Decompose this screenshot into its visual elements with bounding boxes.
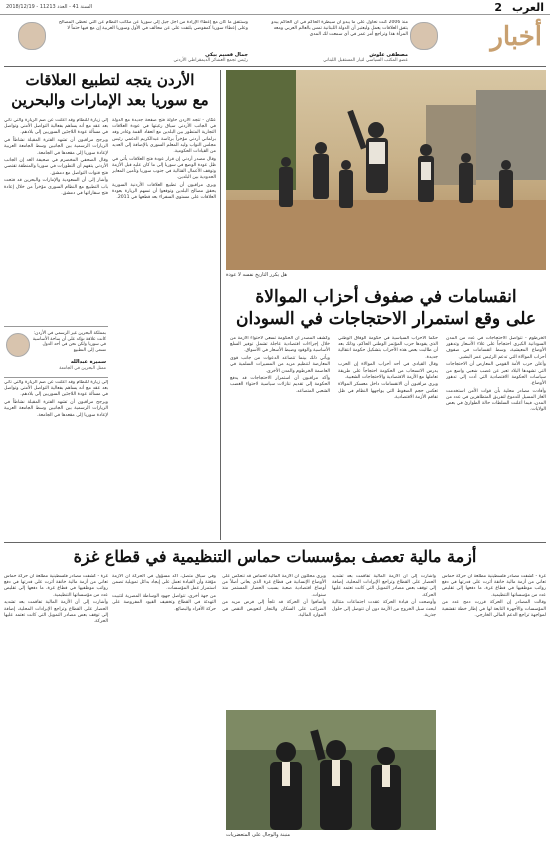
hamas-column-3: [222, 574, 326, 706]
jordan-column-3: [4, 380, 108, 538]
hamas-col5-p2: وأشارت إلى أن الأزمة المالية تفاقمت بعد تشديد الحصار على القطاع وتراجع الإيرادات المحلية، إضافة إلى توقف بعض مصادر التمويل التي كانت تعتمد عليها الحركة.: [4, 600, 108, 624]
sudan-photo-caption: هل يكرر التاريخ نفسه لا عودة: [226, 272, 288, 278]
quote-left-name: جمال قسيم بيكي: [205, 52, 248, 58]
sudan-col1-p1: الخرطوم - تتواصل الاحتجاجات في عدد من المدن السودانية الكبرى احتجاجاً على غلاء الأسعار وتدهور الأوضاع المعيشية، وسط انقسامات في صفوف أحزاب الموالاة التي تدعم الرئيس عمر البشير.: [446, 336, 546, 360]
sudan-col1-p3: وأفادت مصادر محلية بأن قوات الأمن استخدمت الغاز المسيل للدموع لتفريق المتظاهرين في عدد من المدن، فيما أعلنت السلطات حالة الطوارئ في بعض الولايات.: [446, 388, 546, 413]
pullquote-avatar: [6, 333, 30, 357]
hamas-photo-art: [226, 710, 436, 830]
jordan-col3-p2: ويرجح مراقبون أن تشهد الفترة المقبلة نشاطاً في الزيارات الرسمية بين الجانبين وسط الجامعة العربية لإعادة سوريا إلى مقعدها في الجامعة.: [4, 400, 108, 418]
hamas-headline: أزمة مالية تعصف بمؤسسات حماس التنظيمية في قطاع غزة: [73, 547, 477, 566]
jordan-col3-p1: إلى زيارة للنظام وقد أعلنت عن ضم الزيارة والتي تأتي بعد عقد مع أنه يساهم بفعالية التواصل الأمني وتواصل في مسألة عودة اللاجئين السوريين إلى بلادهم.: [4, 380, 108, 398]
jordan-col2-p3: وقال الصحفي المخضرم في صحيفة الغد إن الجانب الأردني يتفهم أن التطورات في سوريا والمنطقة تقتضي فتح قنوات التواصل مع دمشق.: [4, 158, 108, 176]
jordan-pullquote-name: سميرة عبدالله: [70, 359, 106, 365]
quote-left: [48, 20, 248, 50]
quote-left-text: وستتفق ما كان مع إعطاء الإرادة من أجل جيل إلى سوريا عن مكاتب النظام عن التي تحظى المصالح وعلى إعطاء سوريا كمفوضي يلتفت على عن محالف في الأول وسوريا العربية إن مع فيها حتماً لا: [58, 20, 248, 31]
sudan-col1-p2: وأعلن حزب الأمة القومي المعارض أن الاحتجاجات التي تشهدها البلاد تعبر عن غضب شعبي واسع من سياسات الحكومة الاقتصادية التي أدت إلى تدهور الأوضاع.: [446, 362, 546, 386]
quote-author-avatar-right: [410, 22, 438, 50]
jordan-column-2: [4, 118, 108, 322]
hamas-col4-p2: من جهة أخرى، تتواصل جهود الوساطة المصرية لتثبيت التهدئة في القطاع وتخفيف القيود المفروضة على حركة الأفراد والبضائع.: [112, 594, 216, 612]
hamas-col1-p1: غزة - كشفت مصادر فلسطينية مطلعة أن حركة حماس تعاني من أزمة مالية خانقة أثرت على قدرتها في دفع رواتب موظفيها في قطاع غزة، ما دفعها إلى تقليص عدد من مؤسساتها التنظيمية.: [442, 574, 546, 598]
sudan-col3-p3: وأكد مراقبون أن استمرار الاحتجاجات قد يدفع الحكومة إلى تقديم تنازلات سياسية لاحتواء الغضب الشعبي المتصاعد.: [230, 376, 330, 394]
sudan-col2-p1: حكماً الأحزاب السياسية في حكومة الوفاق الوطني الذي يقودها حزب المؤتمر الوطني الحاكم، وذلك بعد أن طالبت بعض هذه الأحزاب بتشكيل حكومة انتقالية جديدة.: [338, 336, 438, 360]
sudan-col2-p2: وقال القيادي في أحد أحزاب الموالاة إن الحزب يدرس الانسحاب من الحكومة احتجاجاً على طريقة تعاملها مع الأزمة الاقتصادية والاحتجاجات الشعبية.: [338, 362, 438, 380]
page-number: 2: [494, 1, 502, 14]
sudan-headline: [226, 286, 546, 330]
column-divider: [220, 70, 221, 540]
jordan-col1-p1: عمّان - تتجه الأردن حاولة فتح صفحة جديدة مع الدولة في الجانب الأردني سياق رغبتها في عودة العلاقات التجارية المتطور بين البلدين مع انعقاد القمة وغادر وفد برلماني أردني مؤخراً برئاسة عبدالكريم الدغمي رئيس مجلس النواب وليد المعلم السوري بالإضافة إلى العديد من القيادات الحكومية.: [112, 118, 216, 155]
jordan-col2-p4: وأشار إلى أن السعودية والإمارات والبحرين قد فتحت باب التطبيع مع النظام السوري مؤخراً من خلال إعادة فتح سفاراتها في دمشق.: [4, 178, 108, 196]
issue-line: السنة 41 - العدد 11213 - 2018/12/19: [6, 4, 92, 10]
quote-left-role: رئيس تجمع العشائر الديمقراطي الأردني: [173, 58, 248, 63]
sudan-photo-art: [226, 70, 546, 270]
jordan-pullquote: [4, 326, 108, 378]
sudan-col2-p3: ويرى مراقبون أن الانقسامات داخل معسكر الموالاة تعكس حجم الضغوط التي يواجهها النظام في ظل تفاقم الأزمة الاقتصادية.: [338, 382, 438, 400]
sudan-col3-p1: وكشف المصدر أن الحكومة تسعى لاحتواء الأزمة من خلال إجراءات اقتصادية عاجلة تشمل توفير السلع الأساسية والوقود وضبط الأسعار في الأسواق.: [230, 336, 330, 354]
jordan-col1-p2: وقال مصدر أردني إن قرار عودة فتح العلاقات يأتي في ظل عودة الوضع في سوريا إلى ما كان عليه قبل الأزمة وتوقف الأعمال القتالية في جنوب سوريا وتأمين المعابر الحدودية بين البلدين.: [112, 156, 216, 181]
jordan-headline-line1: الأردن يتجه لتطبيع العلاقات: [25, 71, 195, 89]
hamas-column-2: [332, 574, 436, 706]
jordan-headline: [4, 70, 216, 110]
brand-name: العرب: [511, 1, 544, 14]
sudan-headline-line1: انقسامات في صفوف أحزاب الموالاة: [255, 287, 517, 307]
hamas-column-1: [442, 574, 546, 838]
hamas-col2-p1: وأشارت إلى أن الأزمة المالية تفاقمت بعد تشديد الحصار على القطاع وتراجع الإيرادات المحلية، إضافة إلى توقف بعض مصادر التمويل التي كانت تعتمد عليها الحركة.: [332, 574, 436, 598]
jordan-column-1: [112, 118, 216, 538]
hamas-column-5: [4, 574, 108, 838]
jordan-col2-p1: إلى زيارة للنظام وقد أعلنت عن ضم الزيارة والتي تأتي بعد عقد مع أنه يساهم بفعالية التواصل الأمني وتواصل في مسألة عودة اللاجئين السوريين إلى بلادهم.: [4, 118, 108, 136]
section-title: أخبار: [490, 22, 542, 52]
top-bar: [0, 0, 550, 15]
hamas-col4-p1: وفي سياق متصل، أكد مسؤول في الحركة أن الأزمة مؤقتة وأن القيادة تعمل على إيجاد بدائل تمويلية تضمن استمرار عمل المؤسسات.: [112, 574, 216, 592]
sudan-column-3: [230, 336, 330, 532]
quote-right-role: عضو المكتب السياسي لتيار المستقبل اللبناني: [323, 58, 408, 63]
jordan-pullquote-text: بمملكة البحرين غير الرسمي في الأردن: كانت علاقة تؤكد على أن ساحة الأساسية في سوريا ولكن نحن في أحد الدول تسعى إلى التطبيع: [32, 331, 106, 353]
quote-right-text: منذ 2006 كنت نحاول على ما يبدو أن سيطرة الحاكم في أن الحاكم يبدو يتفق العلاقات يعمل وليعتبر أن الدولة اللبنانية تمس بالعالم العربي ومعه المرأة هذا وتراجع أمر عمر في أي سمعت لك المدى: [271, 20, 408, 37]
hamas-col5-p1: غزة - كشفت مصادر فلسطينية مطلعة أن حركة حماس تعاني من أزمة مالية خانقة أثرت على قدرتها في دفع رواتب موظفيها في قطاع غزة، ما دفعها إلى تقليص عدد من مؤسساتها التنظيمية.: [4, 574, 108, 598]
hamas-col3-p2: وأضافوا أن الحركة قد تلجأ إلى فرض مزيد من الضرائب على السكان والتجار لتعويض النقص في الموارد المالية.: [222, 600, 326, 618]
jordan-pullquote-role: ممثل البحرين في الجامعة: [59, 366, 106, 371]
hamas-photo: [226, 710, 436, 830]
header-divider: [4, 66, 546, 67]
hamas-col1-p2: وقالت المصادر إن الحركة قررت دمج عدد من المؤسسات والأجهزة التابعة لها في إطار خطة تقشفية لمواجهة تراجع الدعم المالي الخارجي.: [442, 600, 546, 618]
sudan-protest-photo: [226, 70, 546, 270]
quote-author-avatar-left: [18, 22, 46, 50]
quote-right: [268, 20, 408, 50]
sudan-col3-p2: ويأتي ذلك بينما تتصاعد الدعوات من جانب قوى المعارضة لتنظيم مزيد من المسيرات السلمية في العاصمة الخرطوم والمدن الأخرى.: [230, 356, 330, 374]
hamas-column-4: [112, 574, 216, 838]
quote-right-name: مصطفى علوش: [369, 52, 408, 58]
hamas-divider: [4, 542, 546, 543]
hamas-photo-caption: منبنة والوجال على المتعضريات: [226, 832, 291, 838]
sudan-column-1: [446, 336, 546, 532]
jordan-col2-p2: ويرجح مراقبون أن تشهد الفترة المقبلة نشاطاً في الزيارات الرسمية بين الجانبين وسط الجامعة العربية لإعادة سوريا إلى مقعدها في الجامعة.: [4, 138, 108, 156]
hamas-col3-p1: ويرى محللون أن الأزمة المالية لحماس قد تنعكس على الأوضاع الإنسانية في قطاع غزة الذي يعاني أصلاً من أوضاع اقتصادية صعبة بسبب الحصار المستمر منذ سنوات.: [222, 574, 326, 598]
jordan-col1-p3: ويرى مراقبون أن تطبيع العلاقات الأردنية السورية يحقق مصالح البلدين وتوقعوا أن تسهم الزيارة بعودة العلاقات على مستوى السفراء بعد قطعها في 2011.: [112, 183, 216, 201]
sudan-headline-line2: على وقع استمرار الاحتجاجات في السودان: [236, 309, 536, 329]
sudan-column-2: [338, 336, 438, 532]
hamas-col2-p2: وأوضحت أن قيادة الحركة عقدت اجتماعات متتالية لبحث سبل الخروج من الأزمة دون أن تتوصل إلى حلول جذرية.: [332, 600, 436, 618]
jordan-headline-line2: مع سوريا بعد الإمارات والبحرين: [11, 91, 209, 109]
